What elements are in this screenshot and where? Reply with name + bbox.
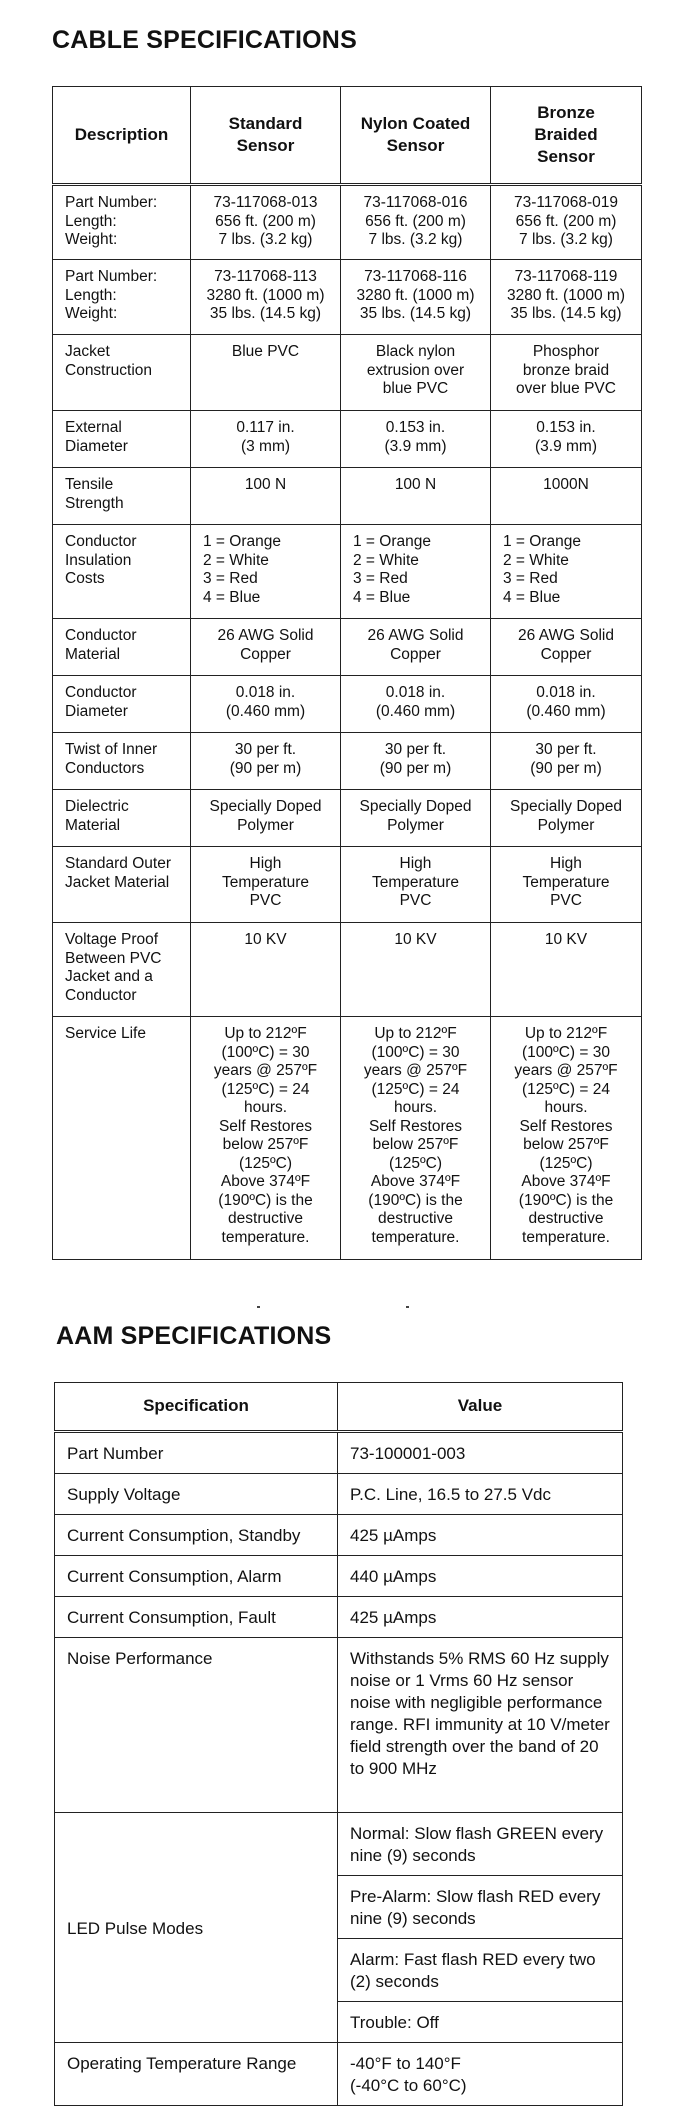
cell-standard: Specially Doped Polymer [191, 790, 341, 847]
cell-standard: 73-117068-113 3280 ft. (1000 m) 35 lbs. (14.5 kg) [191, 260, 341, 335]
header-standard-sensor: Standard Sensor [191, 87, 341, 185]
cell-standard: Blue PVC [191, 335, 341, 411]
row-label: Part Number: Length: Weight: [53, 260, 191, 335]
spec-value: Withstands 5% RMS 60 Hz supply noise or 1 Vrms 60 Hz sensor noise with negligible performance range. RFI immunity at 10 V/meter field strength over the band of 20 to 900 MHz [338, 1638, 623, 1813]
header-description: Description [53, 87, 191, 185]
cell-standard: High Temperature PVC [191, 847, 341, 923]
cell-standard: 26 AWG Solid Copper [191, 619, 341, 676]
table-row [53, 847, 642, 923]
row-label: Twist of Inner Conductors [53, 733, 191, 790]
stray-mark [406, 1306, 409, 1308]
cell-nylon: High Temperature PVC [341, 847, 491, 923]
table-row [53, 790, 642, 847]
cell-standard: 10 KV [191, 923, 341, 1017]
stray-mark [257, 1306, 260, 1308]
row-label: External Diameter [53, 411, 191, 468]
row-label: Conductor Diameter [53, 676, 191, 733]
cell-bronze: Up to 212ºF (100ºC) = 30 years @ 257ºF (125ºC) = 24 hours. Self Restores below 257ºF (125ºC) Above 374ºF (190ºC) is the destructive temperature. [491, 1017, 642, 1260]
cell-nylon: 73-117068-016 656 ft. (200 m) 7 lbs. (3.2 kg) [341, 185, 491, 260]
cable-specifications-table [52, 86, 642, 1260]
table-row [53, 525, 642, 619]
cell-bronze: High Temperature PVC [491, 847, 642, 923]
table-row [53, 335, 642, 411]
row-label: Dielectric Material [53, 790, 191, 847]
spec-value: Trouble: Off [338, 2002, 623, 2043]
spec-value: 440 µAmps [338, 1556, 623, 1597]
cell-bronze: 26 AWG Solid Copper [491, 619, 642, 676]
cell-bronze: 30 per ft. (90 per m) [491, 733, 642, 790]
table-row [55, 1515, 623, 1556]
cell-bronze: 73-117068-019 656 ft. (200 m) 7 lbs. (3.2 kg) [491, 185, 642, 260]
row-label: Service Life [53, 1017, 191, 1260]
cell-bronze: 0.018 in. (0.460 mm) [491, 676, 642, 733]
table-row [53, 260, 642, 335]
table-row [53, 676, 642, 733]
cell-nylon: 10 KV [341, 923, 491, 1017]
cell-bronze: 73-117068-119 3280 ft. (1000 m) 35 lbs. (14.5 kg) [491, 260, 642, 335]
row-label: Standard Outer Jacket Material [53, 847, 191, 923]
header-nylon-coated-sensor: Nylon Coated Sensor [341, 87, 491, 185]
cell-standard: 30 per ft. (90 per m) [191, 733, 341, 790]
spec-value: Normal: Slow flash GREEN every nine (9) seconds [338, 1813, 623, 1876]
cell-nylon: 100 N [341, 468, 491, 525]
table-row [55, 2043, 623, 2106]
cell-bronze: 1000N [491, 468, 642, 525]
header-specification: Specification [55, 1383, 338, 1432]
cell-standard: 73-117068-013 656 ft. (200 m) 7 lbs. (3.2 kg) [191, 185, 341, 260]
cell-bronze: Specially Doped Polymer [491, 790, 642, 847]
spec-value: 73-100001-003 [338, 1432, 623, 1474]
table-row [53, 468, 642, 525]
cell-standard: 1 = Orange 2 = White 3 = Red 4 = Blue [191, 525, 341, 619]
row-label: Voltage Proof Between PVC Jacket and a Conductor [53, 923, 191, 1017]
cable-specifications-title: CABLE SPECIFICATIONS [52, 26, 357, 54]
cable-header-row [53, 87, 642, 185]
spec-label: Noise Performance [55, 1638, 338, 1813]
cell-standard: 0.117 in. (3 mm) [191, 411, 341, 468]
spec-label: Operating Temperature Range [55, 2043, 338, 2106]
table-row [55, 1432, 623, 1474]
header-value: Value [338, 1383, 623, 1432]
spec-label: Supply Voltage [55, 1474, 338, 1515]
row-label: Part Number: Length: Weight: [53, 185, 191, 260]
spec-label: Part Number [55, 1432, 338, 1474]
cell-bronze: 10 KV [491, 923, 642, 1017]
header-bronze-braided-sensor: Bronze Braided Sensor [491, 87, 642, 185]
cell-nylon: Specially Doped Polymer [341, 790, 491, 847]
table-row [55, 1474, 623, 1515]
cell-standard: Up to 212ºF (100ºC) = 30 years @ 257ºF (125ºC) = 24 hours. Self Restores below 257ºF (125ºC) Above 374ºF (190ºC) is the destructive temperature. [191, 1017, 341, 1260]
table-row [53, 733, 642, 790]
spec-label: Current Consumption, Alarm [55, 1556, 338, 1597]
cell-bronze: Phosphor bronze braid over blue PVC [491, 335, 642, 411]
table-row [53, 619, 642, 676]
table-row [53, 923, 642, 1017]
aam-specifications-table [54, 1382, 623, 2106]
spec-value: P.C. Line, 16.5 to 27.5 Vdc [338, 1474, 623, 1515]
aam-specifications-title: AAM SPECIFICATIONS [56, 1322, 332, 1350]
cell-standard: 0.018 in. (0.460 mm) [191, 676, 341, 733]
row-label: Conductor Material [53, 619, 191, 676]
cell-nylon: 0.153 in. (3.9 mm) [341, 411, 491, 468]
spec-value: Alarm: Fast flash RED every two (2) seconds [338, 1939, 623, 2002]
spec-value: Pre-Alarm: Slow flash RED every nine (9) seconds [338, 1876, 623, 1939]
cell-bronze: 1 = Orange 2 = White 3 = Red 4 = Blue [491, 525, 642, 619]
row-label: Tensile Strength [53, 468, 191, 525]
cell-nylon: 30 per ft. (90 per m) [341, 733, 491, 790]
table-row [53, 411, 642, 468]
table-row [55, 1597, 623, 1638]
spec-value: -40°F to 140°F (-40°C to 60°C) [338, 2043, 623, 2106]
table-row [53, 1017, 642, 1260]
cell-nylon: 73-117068-116 3280 ft. (1000 m) 35 lbs. (14.5 kg) [341, 260, 491, 335]
aam-header-row [55, 1383, 623, 1432]
spec-value: 425 µAmps [338, 1515, 623, 1556]
cell-nylon: Black nylon extrusion over blue PVC [341, 335, 491, 411]
table-row [53, 185, 642, 260]
table-row [55, 1638, 623, 1813]
table-row [55, 1813, 623, 1876]
table-row [55, 1556, 623, 1597]
cell-bronze: 0.153 in. (3.9 mm) [491, 411, 642, 468]
cell-nylon: 1 = Orange 2 = White 3 = Red 4 = Blue [341, 525, 491, 619]
spec-label: Current Consumption, Fault [55, 1597, 338, 1638]
spec-label: Current Consumption, Standby [55, 1515, 338, 1556]
cell-nylon: 26 AWG Solid Copper [341, 619, 491, 676]
spec-label: LED Pulse Modes [55, 1813, 338, 2043]
row-label: Jacket Construction [53, 335, 191, 411]
cell-nylon: 0.018 in. (0.460 mm) [341, 676, 491, 733]
spec-value: 425 µAmps [338, 1597, 623, 1638]
cell-standard: 100 N [191, 468, 341, 525]
row-label: Conductor Insulation Costs [53, 525, 191, 619]
cell-nylon: Up to 212ºF (100ºC) = 30 years @ 257ºF (125ºC) = 24 hours. Self Restores below 257ºF (125ºC) Above 374ºF (190ºC) is the destructive temperature. [341, 1017, 491, 1260]
